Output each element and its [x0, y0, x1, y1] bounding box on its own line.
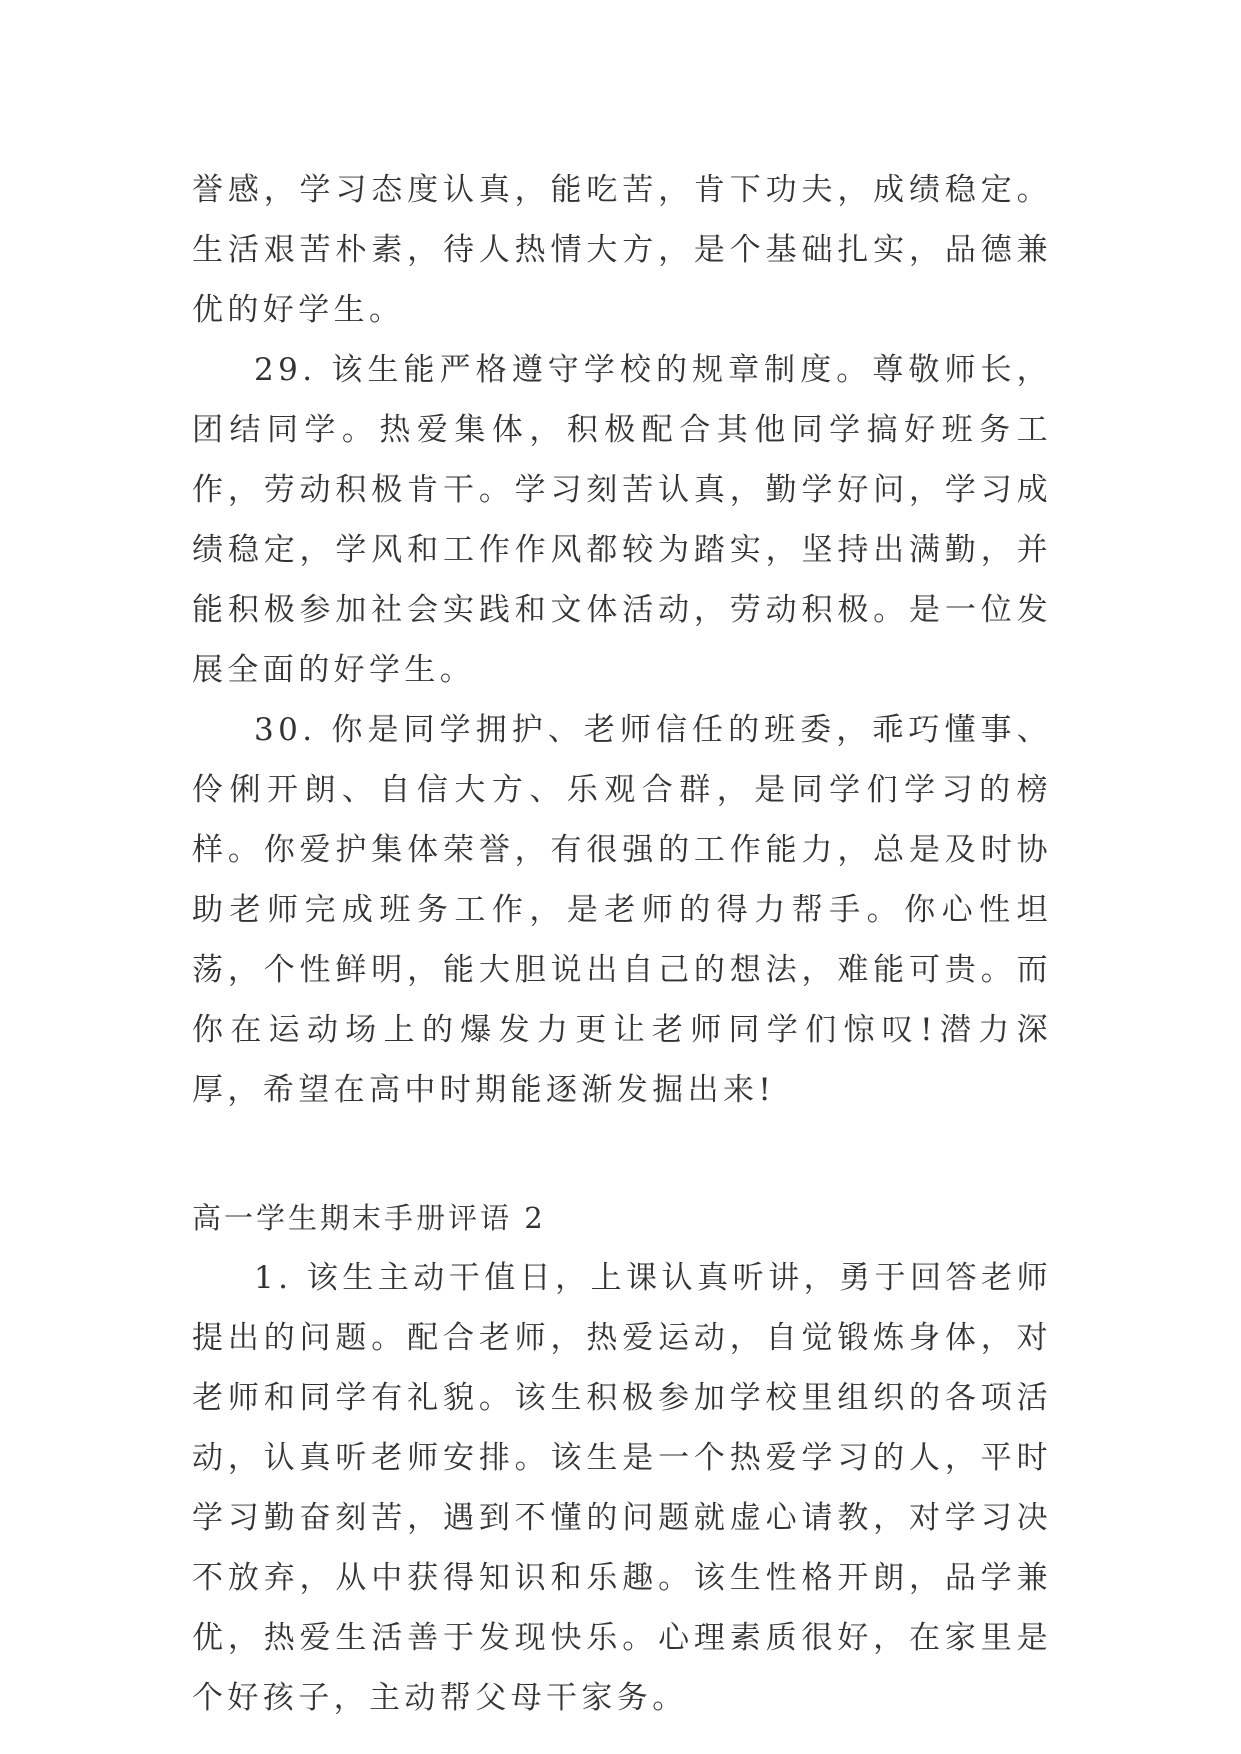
paragraph-item-29: 29. 该生能严格遵守学校的规章制度。尊敬师长，团结同学。热爱集体，积极配合其他同学搞好班务工作，劳动积极肯干。学习刻苦认真，勤学好问，学习成绩稳定，学风和工作作风都较为踏实，坚持出满勤，并能积极参加社会实践和文体活动，劳动积极。是一位发展全面的好学生。	[192, 352, 1052, 688]
paragraph-continuation: 誉感，学习态度认真，能吃苦，肯下功夫，成绩稳定。生活艰苦朴素，待人热情大方，是个基础扎实，品德兼优的好学生。	[192, 172, 1052, 328]
paragraph-item-30: 30. 你是同学拥护、老师信任的班委，乖巧懂事、伶俐开朗、自信大方、乐观合群，是同学们学习的榜样。你爱护集体荣誉，有很强的工作能力，总是及时协助老师完成班务工作，是老师的得力帮手。你心性坦荡，个性鲜明，能大胆说出自己的想法，难能可贵。而你在运动场上的爆发力更让老师同学们惊叹!潜力深厚，希望在高中时期能逐渐发掘出来!	[192, 712, 1052, 1108]
document-body	[192, 160, 1052, 1728]
paragraph-item-1: 1. 该生主动干值日，上课认真听讲，勇于回答老师提出的问题。配合老师，热爱运动，自觉锻炼身体，对老师和同学有礼貌。该生积极参加学校里组织的各项活动，认真听老师安排。该生是一个热爱学习的人，平时学习勤奋刻苦，遇到不懂的问题就虚心请教，对学习决不放弃，从中获得知识和乐趣。该生性格开朗，品学兼优，热爱生活善于发现快乐。心理素质很好，在家里是个好孩子，主动帮父母干家务。	[192, 1260, 1052, 1716]
section-heading: 高一学生期末手册评语 2	[192, 1201, 546, 1235]
